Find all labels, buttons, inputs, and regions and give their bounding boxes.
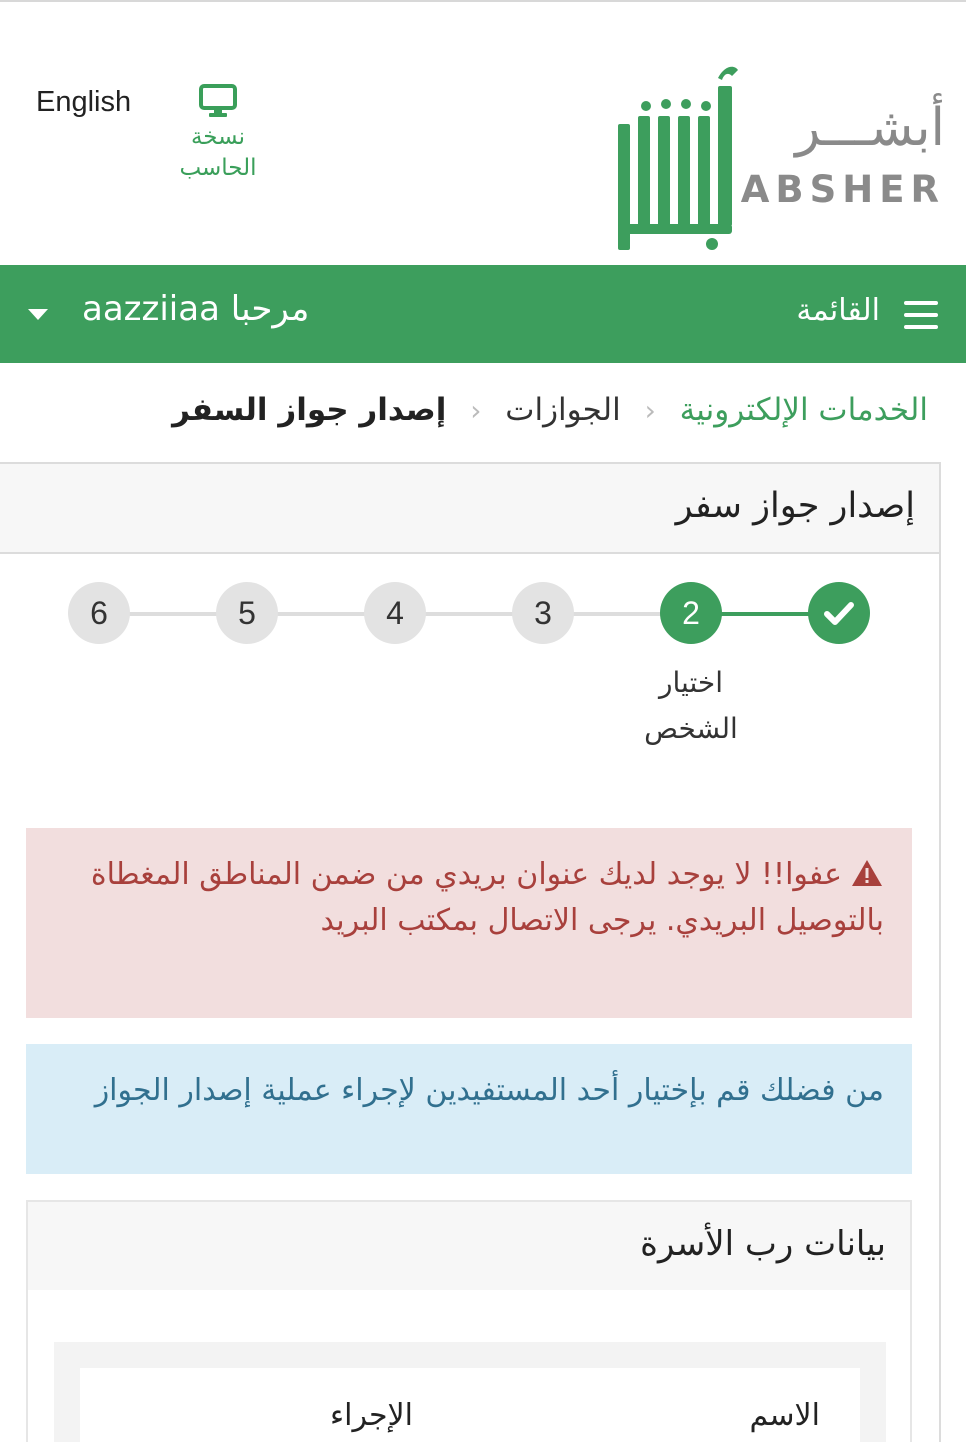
breadcrumb-separator-icon: ‹ [644, 394, 656, 427]
step-1-completed [808, 582, 870, 644]
main-navbar [0, 265, 966, 363]
family-table [80, 1368, 860, 1442]
language-switch-link[interactable]: English [36, 86, 132, 118]
error-message-text: عفوا!! لا يوجد لديك عنوان بريدي من ضمن المناطق المغطاة بالتوصيل البريدي. يرجى الاتصال بمكتب البريد [90, 857, 884, 938]
section-title: بيانات رب الأسرة [640, 1224, 886, 1264]
desktop-version-link[interactable] [168, 84, 268, 184]
user-welcome-text[interactable]: مرحبا aazziiaa [82, 289, 310, 329]
logo-arabic-text: أبشـــر [795, 98, 945, 158]
breadcrumb-eservices[interactable]: الخدمات الإلكترونية [679, 392, 928, 428]
panel-header [0, 464, 939, 554]
absher-logo-mark [612, 64, 752, 254]
step-5: 5 [216, 582, 278, 644]
column-header-action: الإجراء [330, 1398, 413, 1433]
current-step-label: اختيار الشخص [644, 666, 738, 745]
menu-label[interactable]: القائمة [796, 293, 880, 328]
step-4: 4 [364, 582, 426, 644]
step-6: 6 [68, 582, 130, 644]
desktop-monitor-icon [198, 84, 238, 118]
warning-icon [850, 858, 884, 888]
user-dropdown-caret-icon[interactable] [28, 309, 48, 320]
info-message-text: من فضلك قم بإختيار أحد المستفيدين لإجراء عملية إصدار الجواز [94, 1073, 884, 1108]
progress-stepper [0, 582, 939, 762]
column-header-name: الاسم [749, 1398, 820, 1433]
family-table-wrapper [54, 1342, 886, 1442]
page-title: إصدار جواز سفر [675, 486, 915, 526]
site-header [0, 2, 966, 265]
select-beneficiary-info-alert [26, 1044, 912, 1174]
hamburger-menu-icon[interactable] [904, 301, 938, 329]
step-2-current: 2 [660, 582, 722, 644]
breadcrumb-current: إصدار جواز السفر [172, 392, 447, 428]
breadcrumb [172, 392, 928, 428]
absher-logo[interactable] [612, 64, 957, 254]
logo-english-text: ABSHER [740, 168, 945, 211]
desktop-version-label: نسخة الحاسب [179, 124, 257, 181]
checkmark-icon [808, 582, 870, 644]
breadcrumb-separator-icon: ‹ [470, 394, 482, 427]
step-3: 3 [512, 582, 574, 644]
section-header [28, 1202, 910, 1290]
postal-address-error-alert [26, 828, 912, 1018]
breadcrumb-passports[interactable]: الجوازات [505, 392, 621, 428]
family-head-section [26, 1200, 912, 1442]
